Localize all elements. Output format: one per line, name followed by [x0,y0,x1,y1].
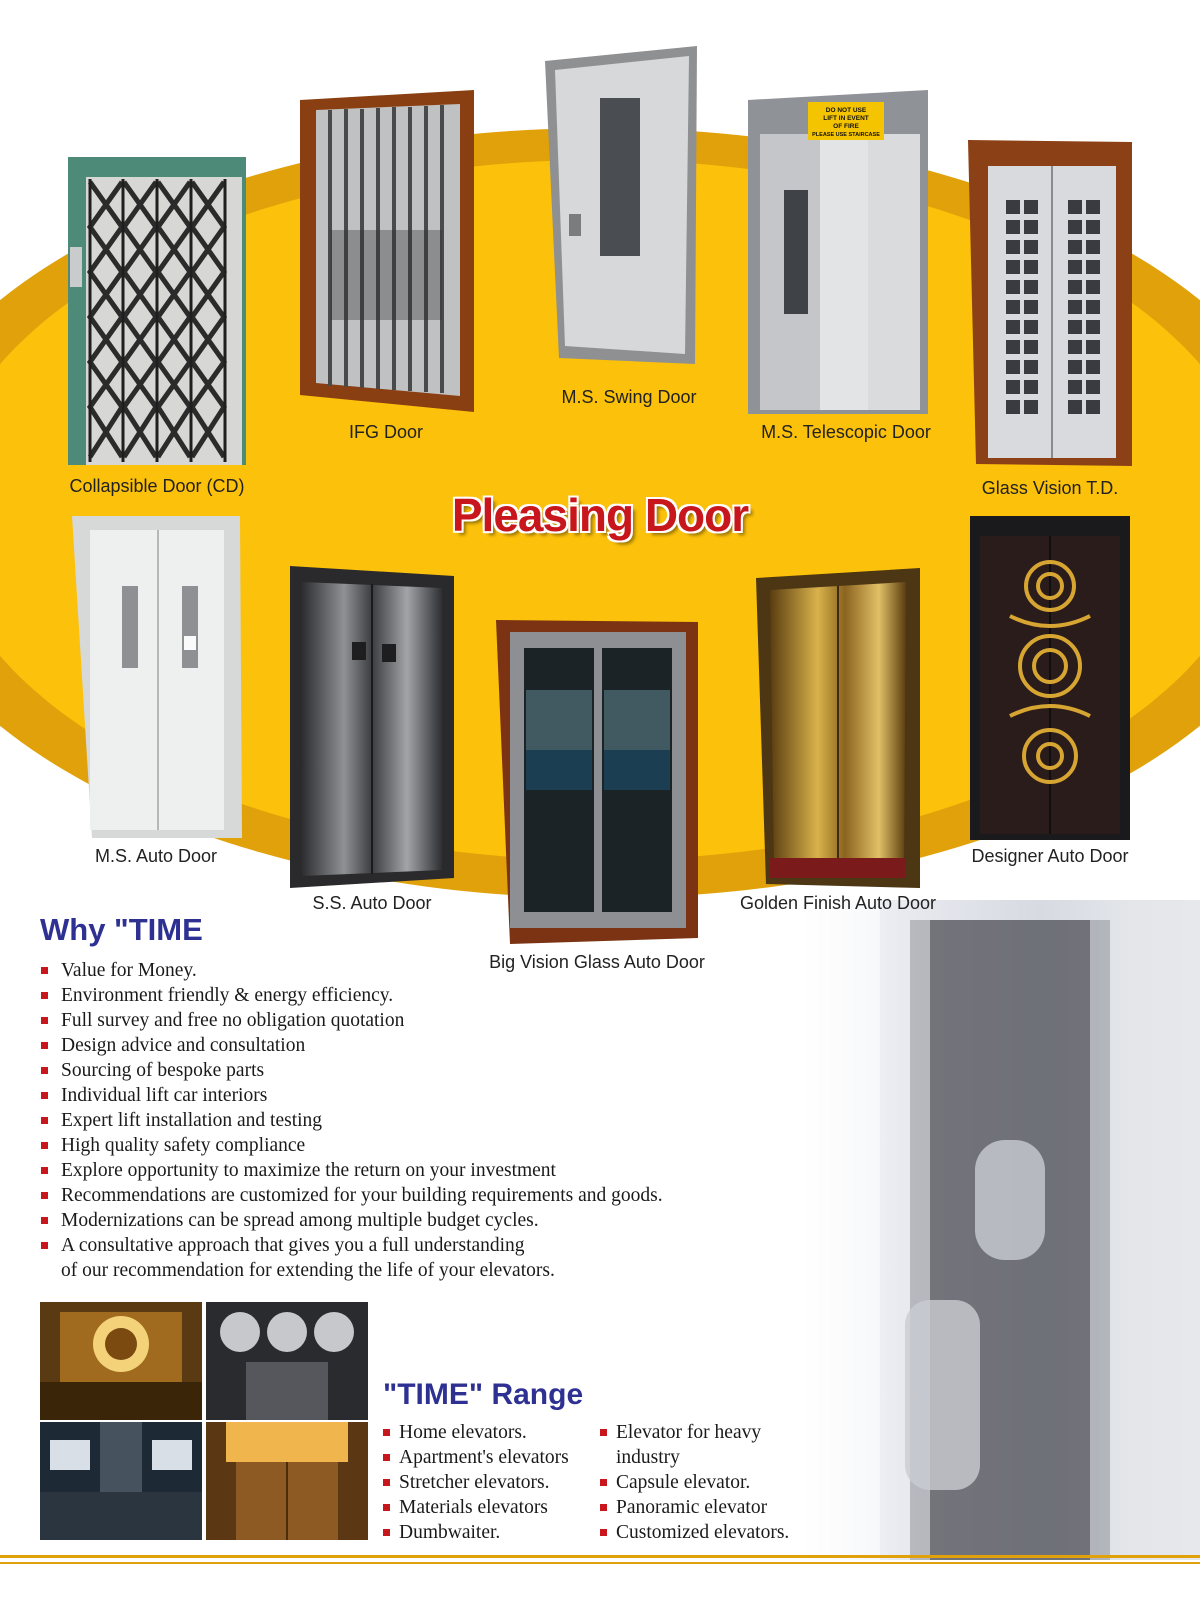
fire-sign-line: LIFT IN EVENT [823,115,869,122]
bullet-square-icon [41,967,48,974]
list-item-text: High quality safety compliance [61,1135,306,1156]
list-item-text: Home elevators. [399,1422,527,1443]
bullet-square-icon [41,1167,48,1174]
list-item-text: industry [616,1447,680,1468]
list-item [40,1033,663,1058]
list-item-text: Dumbwaiter. [399,1522,501,1543]
list-item-text: Elevator for heavy [616,1422,762,1443]
list-item [40,958,663,983]
time-range-list-col1 [382,1420,569,1545]
list-item [599,1495,789,1520]
ms-auto-door-image [72,516,242,838]
bullet-square-icon [600,1479,607,1486]
interior-photo [206,1302,368,1420]
list-item-text: A consultative approach that gives you a full understanding [61,1235,525,1256]
ss-auto-door-image [290,566,454,888]
door-label: Golden Finish Auto Door [739,893,937,913]
fire-sign-line: PLEASE USE STAIRCASE [812,132,880,138]
designer-door-image [970,516,1130,840]
door-label: M.S. Swing Door [561,387,697,407]
list-item [382,1470,569,1495]
list-item-text: of our recommendation for extending the life of your elevators. [61,1260,555,1281]
fire-sign-line: DO NOT USE [825,107,867,114]
bullet-square-icon [383,1529,390,1536]
list-item [599,1470,789,1495]
list-item-text: Value for Money. [61,960,197,981]
list-item [382,1420,569,1445]
list-item [382,1520,569,1545]
collapsible-door-image [68,157,246,465]
time-range-list-col2 [599,1420,789,1545]
list-item-text: Modernizations can be spread among multiple budget cycles. [61,1210,539,1231]
interior-photo [40,1302,202,1420]
bottom-divider [0,1562,1200,1564]
ms-telescopic-door-image [748,90,928,414]
list-item [40,1083,663,1108]
bullet-square-icon [41,992,48,999]
bullet-square-icon [600,1429,607,1436]
bullet-square-icon [600,1504,607,1511]
list-item-text: Environment friendly & energy efficiency. [61,985,394,1006]
bullet-square-icon [41,1217,48,1224]
door-label: M.S. Telescopic Door [761,422,931,442]
door-label: Collapsible Door (CD) [69,476,245,496]
bullet-square-icon [383,1504,390,1511]
ifg-door-image [300,90,474,412]
golden-finish-door-image [756,568,920,888]
bullet-square-icon [383,1429,390,1436]
door-label: Glass Vision T.D. [981,478,1119,498]
door-label: M.S. Auto Door [94,846,218,866]
list-item-text: Expert lift installation and testing [61,1110,323,1131]
list-item-text: Full survey and free no obligation quotation [61,1010,405,1031]
ms-swing-door-image [545,46,701,364]
bullet-square-icon [383,1454,390,1461]
interior-photo [206,1422,368,1540]
list-item-text: Materials elevators [399,1497,548,1518]
list-item [599,1420,789,1445]
bullet-square-icon [41,1017,48,1024]
bullet-square-icon [41,1117,48,1124]
bullet-square-icon [600,1529,607,1536]
list-item [40,1233,663,1258]
list-item-text: Recommendations are customized for your building requirements and goods. [61,1185,663,1206]
list-item-text: Individual lift car interiors [61,1085,268,1106]
time-range-heading: "TIME" Range [383,1378,584,1411]
list-item-text: Stretcher elevators. [399,1472,550,1493]
door-label: IFG Door [348,422,424,442]
list-item [382,1445,569,1470]
why-time-heading: Why "TIME [40,912,203,947]
fire-sign-line: OF FIRE [833,123,859,130]
bullet-square-icon [383,1479,390,1486]
list-item-text: Sourcing of bespoke parts [61,1060,265,1081]
list-item-continuation [599,1445,789,1470]
list-item-continuation [40,1258,663,1283]
list-item [40,1133,663,1158]
bullet-square-icon [41,1092,48,1099]
pleasing-door-title: Pleasing Door [451,489,749,541]
list-item [40,983,663,1008]
glass-vision-door-image [968,140,1132,466]
list-item [40,1008,663,1033]
list-item [40,1208,663,1233]
lift-interiors-collage [40,1302,368,1540]
list-item [40,1158,663,1183]
why-time-list [40,958,663,1283]
big-vision-glass-door-image [496,620,698,944]
list-item [599,1520,789,1545]
list-item-text: Explore opportunity to maximize the return on your investment [61,1160,556,1181]
bullet-square-icon [41,1192,48,1199]
bottom-divider [0,1555,1200,1558]
bullet-square-icon [41,1042,48,1049]
list-item [40,1108,663,1133]
list-item [40,1183,663,1208]
list-item [382,1495,569,1520]
list-item-text: Apartment's elevators [399,1447,569,1468]
door-label: Designer Auto Door [971,846,1129,866]
bullet-square-icon [41,1142,48,1149]
list-item-text: Customized elevators. [616,1522,790,1543]
bullet-square-icon [41,1067,48,1074]
list-item-text: Panoramic elevator [616,1497,768,1518]
list-item-text: Design advice and consultation [61,1035,306,1056]
list-item [40,1058,663,1083]
bullet-square-icon [41,1242,48,1249]
panoramic-elevator-background-image [800,900,1200,1560]
list-item-text: Capsule elevator. [616,1472,751,1493]
door-label: S.S. Auto Door [312,893,432,913]
door-label: Big Vision Glass Auto Door [489,952,705,972]
interior-photo [40,1422,202,1540]
